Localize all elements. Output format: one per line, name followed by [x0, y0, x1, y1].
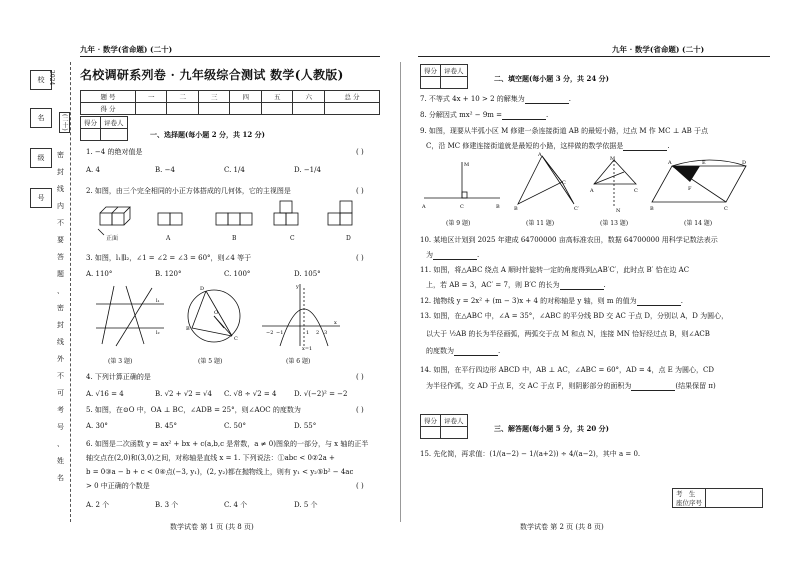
svg-text:A: A	[668, 160, 672, 166]
q3-option-a[interactable]: A. 110°	[86, 270, 113, 278]
svg-text:−2: −2	[266, 330, 274, 336]
svg-text:C: C	[724, 206, 728, 212]
q4-option-b[interactable]: B. √2 + √2 = √4	[155, 390, 212, 398]
seat-number-box	[672, 488, 763, 508]
scorer-table-2	[420, 64, 468, 89]
q12: 12. 抛物线 y = 2x² + (m − 3)x + 4 的对称轴是 y 轴，则 m 的值为 .	[420, 297, 683, 305]
figure-q11	[512, 152, 578, 214]
q3-answer-paren[interactable]: ( )	[356, 254, 364, 262]
seal-char: 密	[57, 151, 64, 159]
scorer-cell[interactable]	[81, 129, 101, 141]
sidebar-series-tag: (二十)	[61, 114, 68, 131]
q5-stem: 5. 如图，在⊙O 中，OA ⊥ BC，∠ADB = 25°，则∠AOC 的度数为	[86, 406, 301, 414]
seat-number-input[interactable]	[706, 489, 763, 508]
svg-text:D: D	[200, 286, 205, 292]
q13-line-3: 的度数为 .	[426, 347, 501, 355]
section2-heading: 二、填空题(每小题 3 分，共 24 分)	[494, 74, 609, 83]
sidebar-field-class: 级	[30, 148, 52, 168]
seal-char: 不	[57, 372, 64, 380]
svg-text:l₁: l₁	[156, 298, 160, 304]
q14-line-2	[426, 382, 716, 391]
q14-stem-2: 为半径作弧，交 AD 于点 E，交 AC 于点 F，则阴影部分的面积为	[426, 382, 632, 390]
svg-text:O: O	[214, 310, 219, 316]
q6-option-c[interactable]: C. 4 个	[224, 501, 248, 509]
seal-char: 要	[57, 236, 64, 244]
svg-text:C′: C′	[574, 206, 579, 212]
seal-char: 密	[57, 304, 64, 312]
q7-stem: 7. 不等式 4x + 10 > 2 的解集为	[420, 95, 525, 103]
svg-text:−1: −1	[276, 330, 284, 336]
scorer-label-score: 得分	[421, 415, 441, 427]
q15-stem: 15. 先化简，再求值：(1/(a−2) − 1/(a+2)) ÷ 4/(a−2)，其中 a = 0.	[420, 450, 641, 458]
section3-heading: 三、解答题(每小题 5 分，共 20 分)	[494, 424, 609, 433]
score-col-3: 三	[198, 91, 230, 103]
q2-answer-paren[interactable]: ( )	[356, 187, 364, 195]
figure-q9	[422, 158, 502, 214]
svg-text:1: 1	[306, 330, 310, 336]
figure-q5-caption: (第 5 题)	[198, 358, 223, 365]
sidebar-year: 2024	[48, 70, 55, 86]
seal-char: 封	[57, 168, 64, 176]
svg-text:C: C	[234, 336, 238, 342]
q2-stem: 2. 如图，由三个完全相同的小正方体搭成的几何体，它的主视图是	[86, 187, 291, 195]
seal-char: 考	[57, 406, 64, 414]
svg-text:l₂: l₂	[156, 330, 160, 336]
svg-text:A: A	[422, 204, 426, 210]
sidebar-field-number: 号	[30, 188, 52, 208]
score-cell[interactable]	[135, 103, 167, 115]
q1-stem: 1. −4 的绝对值是	[86, 148, 143, 156]
q10-stem-2: 为	[426, 251, 433, 259]
q9-answer-blank[interactable]	[623, 143, 667, 151]
score-cell[interactable]	[230, 103, 262, 115]
header-rule-right	[418, 56, 770, 57]
score-col-2: 二	[167, 91, 199, 103]
q11-line-2: 上，若 AB = 3，AC′ = 7，则 B′C 的长为 .	[426, 281, 606, 289]
q12-answer-blank[interactable]	[637, 298, 681, 306]
q7-answer-blank[interactable]	[525, 96, 569, 104]
figure-q6-caption: (第 6 题)	[286, 358, 311, 365]
svg-text:F: F	[688, 186, 692, 192]
sidebar-field-school: 校	[30, 70, 52, 90]
q1-option-d[interactable]: D. −1/4	[294, 166, 321, 174]
q3-option-d[interactable]: D. 105°	[294, 270, 321, 278]
score-cell[interactable]	[167, 103, 199, 115]
scorer-cell[interactable]	[441, 427, 468, 439]
score-col-4: 四	[230, 91, 262, 103]
q13-stem-3: 的度数为	[426, 347, 454, 355]
seal-char: 名	[57, 474, 64, 482]
scorer-cell[interactable]	[421, 77, 441, 89]
q11-answer-blank[interactable]	[560, 282, 604, 290]
score-row-label: 得 分	[81, 103, 136, 115]
score-col-0: 题 号	[81, 91, 136, 103]
q11-line-1: 11. 如图，将△ABC 绕点 A 顺时针旋转一定的角度得到△AB′C′，此时点 B′ 恰在边 AC	[420, 266, 690, 274]
figure-q14-caption: (第 14 题)	[684, 220, 713, 227]
seal-char: 内	[57, 202, 64, 210]
seal-char: 、	[57, 287, 64, 295]
score-col-5: 五	[261, 91, 293, 103]
q8-answer-blank[interactable]	[502, 112, 546, 120]
scorer-table-3	[420, 414, 468, 439]
svg-text:B: B	[514, 206, 518, 212]
q10-line-2: 为 .	[426, 251, 480, 259]
svg-text:D: D	[742, 160, 747, 166]
svg-text:B: B	[186, 326, 190, 332]
seat-label-order: 座位序号	[676, 499, 702, 507]
q6-stem-line-2: 轴交点在(2,0)和(3,0)之间，对称轴是直线 x = 1. 下列说法：①abc < 0②2a +	[86, 454, 335, 462]
q4-option-c[interactable]: C. √8 ÷ √2 = 4	[224, 390, 277, 398]
seat-box-label	[673, 489, 706, 508]
svg-text:M: M	[610, 156, 616, 162]
scorer-label-score: 得分	[421, 65, 441, 77]
page-divider	[400, 62, 401, 522]
q12-stem: 12. 抛物线 y = 2x² + (m − 3)x + 4 的对称轴是 y 轴，则 m 的值为	[420, 297, 637, 305]
q4-option-d[interactable]: D. √(−2)² = −2	[294, 390, 348, 398]
q9-stem-2: C，沿 MC 修建连接街道就是最短的小路，这样做的数学依据是	[426, 142, 624, 150]
q1-option-c[interactable]: C. 1/4	[224, 166, 245, 174]
figure-q3-caption: (第 3 题)	[108, 358, 133, 365]
score-cell[interactable]	[261, 103, 293, 115]
score-col-1: 一	[135, 91, 167, 103]
svg-text:x=1: x=1	[302, 346, 313, 352]
svg-text:A: A	[538, 152, 542, 158]
footer-right: 数学试卷 第 2 页 (共 8 页)	[520, 523, 604, 531]
q4-answer-paren[interactable]: ( )	[356, 373, 364, 381]
q2-option-d[interactable]: D	[346, 235, 351, 242]
scorer-label-grader: 评卷人	[101, 117, 128, 129]
sidebar-field-name: 名	[30, 108, 52, 128]
svg-text:C: C	[460, 204, 464, 210]
q2-figures	[96, 203, 366, 239]
svg-text:B: B	[496, 204, 500, 210]
page-header-left: 九年 · 数学(省命题) (二十)	[80, 45, 173, 54]
q9-line-1: 9. 如图，现要从半弧小区 M 修建一条连接街道 AB 的最短小路，过点 M 作 MC ⊥ AB 于点	[420, 127, 708, 135]
q6-answer-paren[interactable]: ( )	[356, 482, 364, 490]
q14-note: (结果保留 π)	[675, 382, 716, 390]
q2-option-a[interactable]: A	[166, 235, 171, 242]
q3-option-b[interactable]: B. 120°	[155, 270, 182, 278]
q6-stem-line-4: > 0 中正确的个数是	[86, 482, 150, 490]
seal-char: 可	[57, 389, 64, 397]
q1-answer-paren[interactable]: ( )	[356, 148, 364, 156]
q6-stem-line-3: b = 0③a − b + c < 0④点(−3, y₁)，(2, y₂)都在抛物线上，则有 y₁ < y₂⑤b² − 4ac	[86, 468, 354, 476]
figure-q3	[96, 284, 166, 350]
scorer-label-grader: 评卷人	[441, 415, 468, 427]
q14-line-1: 14. 如图，在平行四边形 ABCD 中，AB ⊥ AC，∠ABC = 60°，AD = 4，点 E 为圆心，CD	[420, 366, 714, 374]
q8-stem: 8. 分解因式 mx² − 9m =	[420, 111, 503, 119]
svg-text:C: C	[562, 180, 566, 186]
score-col-7: 总 分	[324, 91, 379, 103]
q3-option-c[interactable]: C. 100°	[224, 270, 251, 278]
svg-text:x: x	[334, 320, 337, 326]
q2-option-c[interactable]: C	[290, 235, 295, 242]
score-cell[interactable]	[324, 103, 379, 115]
q6-option-d[interactable]: D. 5 个	[294, 501, 318, 509]
seat-label-sheng: 生	[688, 490, 696, 498]
score-cell[interactable]	[198, 103, 230, 115]
scorer-cell[interactable]	[101, 129, 128, 141]
q5-option-b[interactable]: B. 45°	[155, 422, 178, 430]
svg-text:3: 3	[324, 330, 328, 336]
footer-left: 数学试卷 第 1 页 (共 8 页)	[170, 523, 254, 531]
svg-text:A: A	[590, 188, 594, 194]
exam-title: 名校调研系列卷 · 九年级综合测试 数学(人教版)	[80, 68, 344, 82]
q13-answer-blank[interactable]	[454, 348, 498, 356]
seal-char: 、	[57, 440, 64, 448]
svg-text:N: N	[616, 208, 621, 214]
q11-stem-2: 上，若 AB = 3，AC′ = 7，则 B′C 的长为	[426, 281, 560, 289]
score-col-6: 六	[293, 91, 325, 103]
seal-char: 题	[57, 270, 64, 278]
q14-answer-blank[interactable]	[631, 383, 675, 391]
svg-text:B: B	[650, 206, 654, 212]
page-header-right: 九年 · 数学(省命题) (二十)	[612, 45, 705, 54]
section1-heading: 一、选择题(每小题 2 分，共 12 分)	[150, 130, 265, 139]
q6-stem-line-1: 6. 如图是二次函数 y = ax² + bx + c(a,b,c 是常数，a ≠ 0)图象的一部分，与 x 轴的正半	[86, 440, 369, 448]
q2-front-label: 正面	[106, 235, 119, 242]
figure-q9-caption: (第 9 题)	[446, 220, 471, 227]
seal-char: 不	[57, 219, 64, 227]
seal-char: 线	[57, 338, 64, 346]
svg-text:M: M	[464, 162, 470, 168]
q5-option-c[interactable]: C. 50°	[224, 422, 246, 430]
q1-option-b[interactable]: B. −4	[155, 166, 175, 174]
figure-q13	[590, 154, 640, 214]
q13-line-2: 以大于 ½AB 的长为半径画弧，两弧交于点 M 和点 N，连接 MN 恰好经过点 B，则∠ACB	[426, 330, 710, 338]
q13-line-1: 13. 如图，在△ABC 中，∠A = 35°，∠ABC 的平分线 BD 交 AC 于点 D，分别以 A，D 为圆心，	[420, 312, 729, 320]
score-cell[interactable]	[293, 103, 325, 115]
q5-answer-paren[interactable]: ( )	[356, 406, 364, 414]
svg-text:y: y	[296, 284, 299, 290]
seal-char: 封	[57, 321, 64, 329]
seal-char: 姓	[57, 457, 64, 465]
figure-q5	[184, 284, 244, 350]
q10-answer-blank[interactable]	[433, 252, 477, 260]
q6-option-a[interactable]: A. 2 个	[86, 501, 110, 509]
figure-q14	[650, 160, 750, 212]
svg-text:E: E	[702, 160, 706, 166]
figure-q11-caption: (第 11 题)	[526, 220, 555, 227]
q5-option-a[interactable]: A. 30°	[86, 422, 108, 430]
scorer-cell[interactable]	[421, 427, 441, 439]
seal-line	[70, 62, 71, 522]
scorer-table-1	[80, 116, 128, 141]
svg-text:2: 2	[316, 330, 320, 336]
scorer-label-grader: 评卷人	[441, 65, 468, 77]
q3-stem: 3. 如图，l₁∥l₂，∠1 = ∠2 = ∠3 = 60°，则∠4 等于	[86, 254, 252, 262]
q5-option-d[interactable]: D. 55°	[294, 422, 317, 430]
q7: 7. 不等式 4x + 10 > 2 的解集为 .	[420, 95, 571, 103]
q6-option-b[interactable]: B. 3 个	[155, 501, 179, 509]
q1-option-a[interactable]: A. 4	[86, 166, 100, 174]
figure-q6	[262, 282, 342, 350]
seal-char: 外	[57, 355, 64, 363]
figure-q13-caption: (第 13 题)	[600, 220, 629, 227]
seat-label-kao: 考	[676, 490, 683, 498]
q9-line-2: C，沿 MC 修建连接街道就是最短的小路，这样做的数学依据是 .	[426, 142, 670, 150]
q2-option-b[interactable]: B	[232, 235, 237, 242]
seal-char: 号	[57, 423, 64, 431]
score-table	[80, 90, 380, 115]
q4-option-a[interactable]: A. √16 = 4	[86, 390, 124, 398]
q4-stem: 4. 下列计算正确的是	[86, 373, 151, 381]
q8: 8. 分解因式 mx² − 9m = .	[420, 111, 549, 119]
q10-line-1: 10. 某地区计划到 2025 年建成 64700000 亩高标准农田，数据 64700000 用科学记数法表示	[420, 236, 718, 244]
svg-text:C: C	[634, 188, 638, 194]
seal-char: 答	[57, 253, 64, 261]
header-rule-left	[80, 56, 380, 57]
scorer-label-score: 得分	[81, 117, 101, 129]
scorer-cell[interactable]	[441, 77, 468, 89]
seal-char: 线	[57, 185, 64, 193]
